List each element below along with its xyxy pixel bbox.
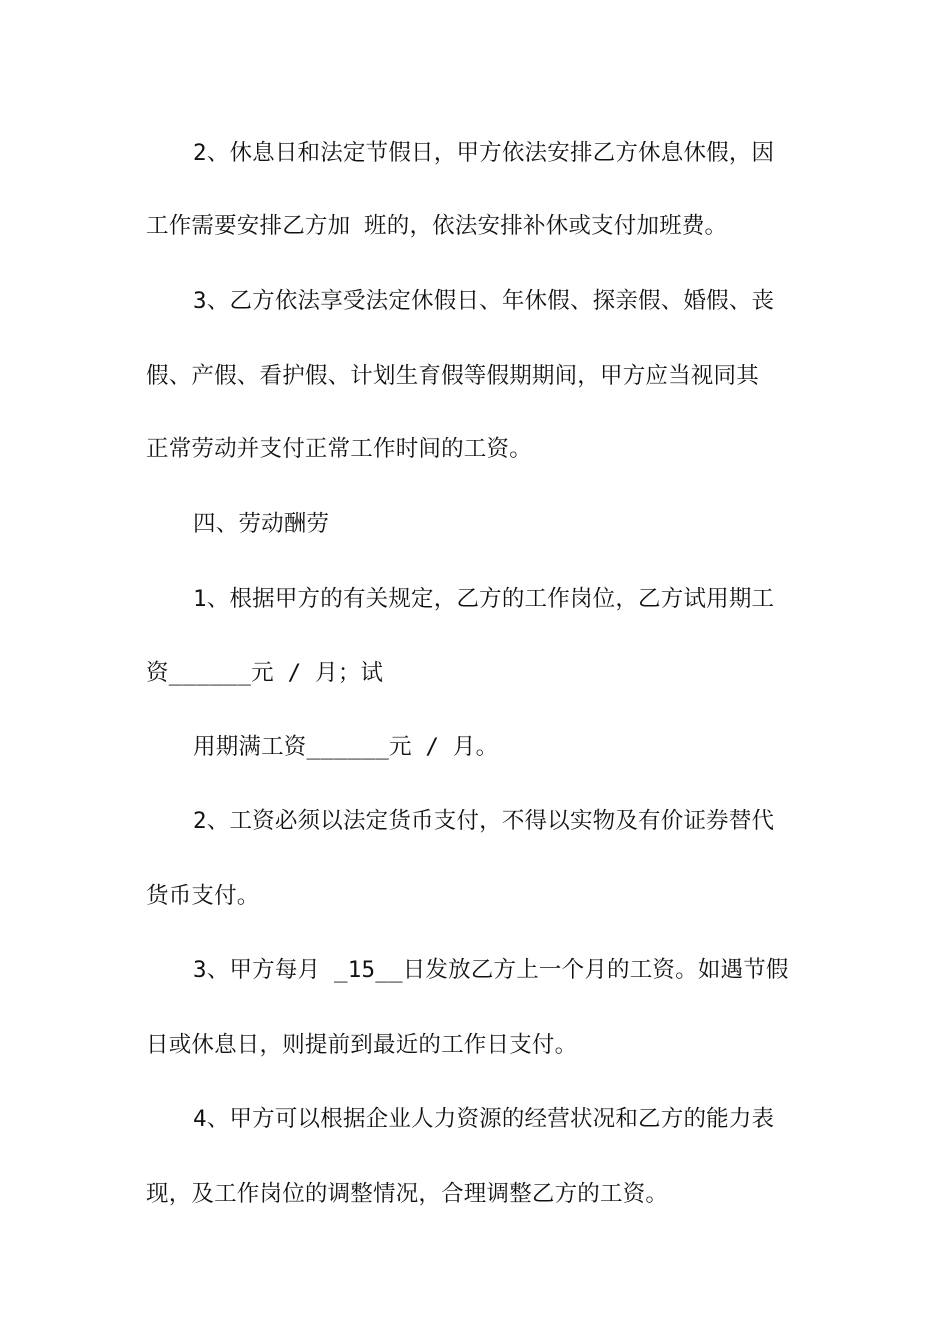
- paragraph-payday-line-2: 日或休息日，则提前到最近的工作日支付。: [146, 1032, 578, 1058]
- paragraph-rest-days-line-1: 2、休息日和法定节假日，甲方依法安排乙方休息休假，因: [193, 140, 775, 166]
- paragraph-probation-wage-line-2: 资______元 / 月；试: [146, 660, 384, 686]
- paragraph-currency-line-2: 货币支付。: [146, 883, 260, 909]
- section-heading-remuneration: 四、劳动酬劳: [193, 511, 330, 537]
- paragraph-adjustment-line-2: 现，及工作岗位的调整情况，合理调整乙方的工资。: [146, 1181, 669, 1207]
- paragraph-statutory-leave-line-3: 正常劳动并支付正常工作时间的工资。: [146, 436, 532, 462]
- paragraph-statutory-leave-line-1: 3、乙方依法享受法定休假日、年休假、探亲假、婚假、丧: [193, 288, 775, 314]
- paragraph-probation-wage-line-1: 1、根据甲方的有关规定，乙方的工作岗位，乙方试用期工: [193, 586, 775, 612]
- paragraph-regular-wage-line: 用期满工资______元 / 月。: [193, 734, 499, 760]
- paragraph-adjustment-line-1: 4、甲方可以根据企业人力资源的经营状况和乙方的能力表: [193, 1106, 775, 1132]
- paragraph-rest-days-line-2: 工作需要安排乙方加 班的，依法安排补休或支付加班费。: [146, 213, 728, 239]
- paragraph-payday-line-1: 3、甲方每月 _15__日发放乙方上一个月的工资。如遇节假: [193, 957, 789, 983]
- paragraph-statutory-leave-line-2: 假、产假、看护假、计划生育假等假期期间，甲方应当视同其: [146, 363, 759, 389]
- paragraph-currency-line-1: 2、工资必须以法定货币支付，不得以实物及有价证券替代: [193, 808, 775, 834]
